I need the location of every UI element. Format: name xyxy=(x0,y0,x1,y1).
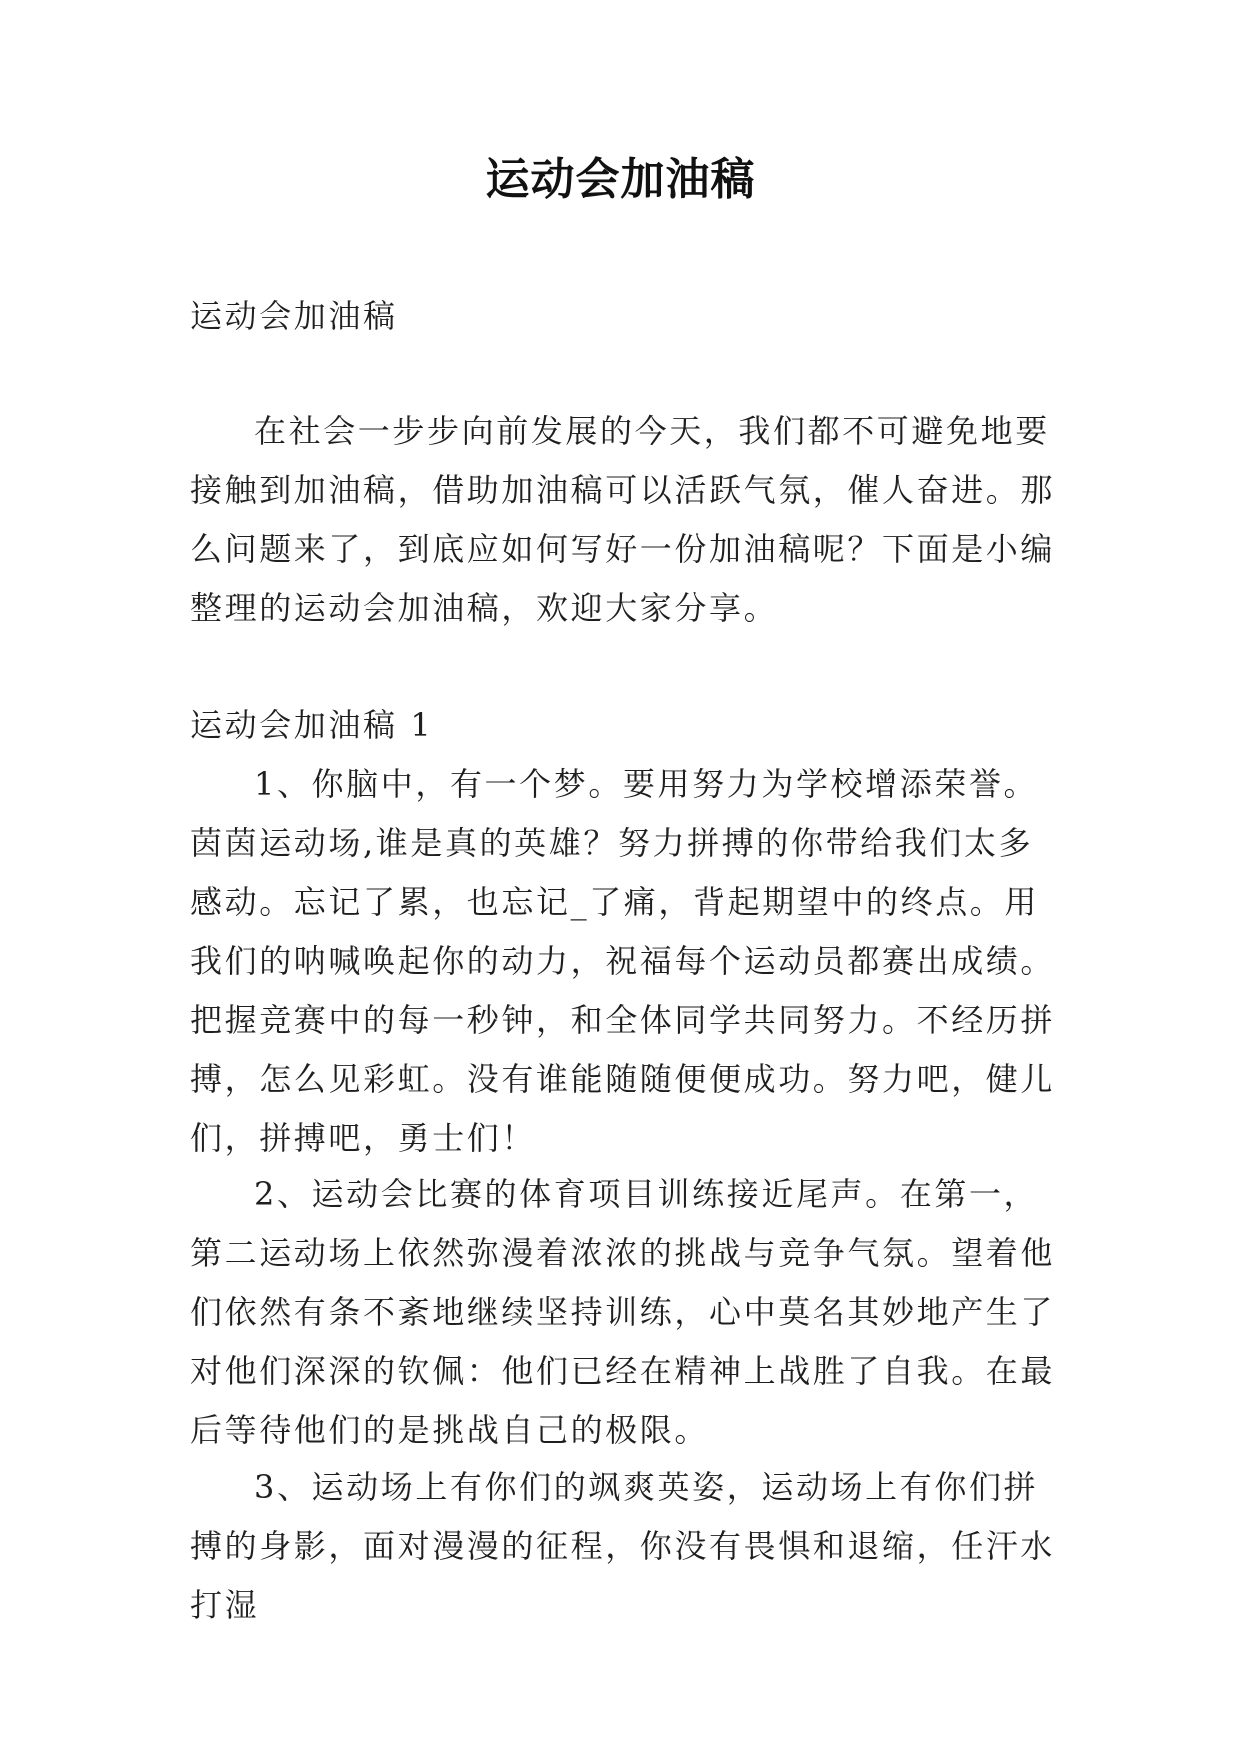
cheer-item-2: 2、运动会比赛的体育项目训练接近尾声。在第一，第二运动场上依然弥漫着浓浓的挑战与竞争气氛。望着他们依然有条不紊地继续坚持训练，心中莫名其妙地产生了对他们深深的钦佩：他们已经在精神上战胜了自我。在最后等待他们的是挑战自己的极限。 xyxy=(190,1175,1056,1449)
page-title: 运动会加油稿 xyxy=(485,154,756,205)
section-heading: 运动会加油稿 1 xyxy=(190,706,434,744)
intro-paragraph: 在社会一步步向前发展的今天，我们都不可避免地要接触到加油稿，借助加油稿可以活跃气氛，催人奋进。那么问题来了，到底应如何写好一份加油稿呢？下面是小编整理的运动会加油稿，欢迎大家分享。 xyxy=(190,412,1056,627)
document-subtitle: 运动会加油稿 xyxy=(190,297,398,335)
cheer-item-3: 3、运动场上有你们的飒爽英姿，运动场上有你们拼搏的身影，面对漫漫的征程，你没有畏惧和退缩，任汗水打湿 xyxy=(190,1468,1056,1624)
cheer-item-1: 1、你脑中，有一个梦。要用努力为学校增添荣誉。茵茵运动场,谁是真的英雄？努力拼搏的你带给我们太多感动。忘记了累，也忘记_了痛，背起期望中的终点。用我们的呐喊唤起你的动力，祝福每个运动员都赛出成绩。把握竞赛中的每一秒钟，和全体同学共同努力。不经历拼搏，怎么见彩虹。没有谁能随随便便成功。努力吧，健儿们，拼搏吧，勇士们！ xyxy=(190,765,1056,1157)
